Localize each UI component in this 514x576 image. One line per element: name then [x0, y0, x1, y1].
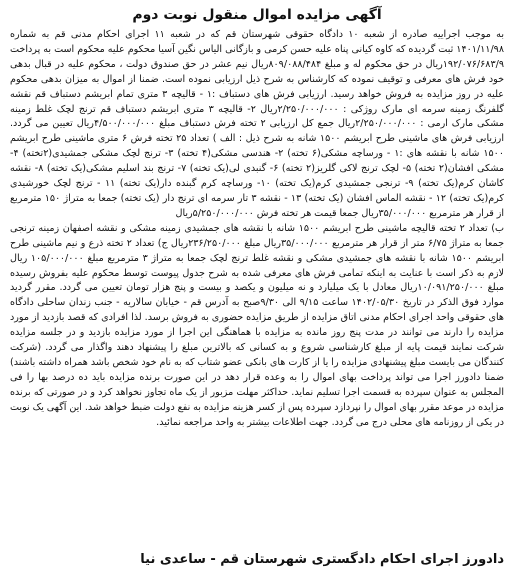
notice-paragraph: ب) تعداد ۲ تخته قالیچه ماشینی طرح ابریشم ۱۵۰۰ شانه با نقشه های جمشیدی زمینه مشکی و نقشه اصفهان زمینه ترنجی جمعا به متراژ ۶/۷۵ متر از قرار هر مترمربع ۳۵/۰۰۰/۰۰۰ریال مبلغ ۲۳۶/۲۵۰/۰۰۰ریال ج) تعداد ۲ تخته ذرع و نیم ماشینی طرح ابریشم ۱۵۰۰ شانه با نقشه های جمشیدی مشکی و نقشه غلط ترنج لچک جمعا به متراژ ۳ مترمربع مبلغ ۱۰۵/۰۰۰/۰۰۰ ریال لازم به ذکر است با عنایت به اینکه تمامی فرش های معرفی شده به شرح جدول پیوست توسط محکوم علیه بفروش رسیده مبلغ ۱۰/۰۹۱/۲۵۰/۰۰۰ریال معادل با یک میلیارد و نه میلیون و یکصد و بیست و پنج هزار تومان تعیین می گردد. مقرر گردید موارد فوق الذکر در تاریخ ۱۴۰۲/۰۵/۳۰ ساعت ۹/۱۵ الی ۹/۳۰صبح به آدرس قم - خیابان سالاریه - جنب زندان ساحلی دادگاه های حقوقی واحد اجرای احکام مدنی اتاق مزایده از طریق مزایده حضوری به فروش برسد. لذا افرادی که قصد بازدید از مورد مزایده را دارند می توانند در مدت پنج روز مانده به مزایده با هماهنگی این اجرا از مورد مزایده بازدید و در جلسه مزایده شرکت نمایند قیمت پایه از مبلغ کارشناسی شروع و به کسانی که بالاترین مبلغ را پیشنهاد دهند واگذار می گردد. (شرکت کنندگان می بایست مبلغ پیشنهادی مزایده را یا از کارت های بانکی عضو شتاب که به نام خود شخص باشد همراه داشته باشند) ضمنا دادورز اجرا می تواند پرداخت بهای اموال را به وعده قرار دهد در این صورت برنده مزایده باید ده درصد بها را فی المجلس به عنوان سپرده به قسمت اجرا تسلیم نماید. حداکثر مهلت مزبور از یک ماه تجاوز نخواهد کرد و در صورتی که برنده مزایده در موعد مقرر بهای اموال را نپردازد سپرده پس از کسر هزینه مزایده به نفع دولت ضبط خواهد شد. این آگهی یک نوبت در یکی از روزنامه های محلی درج می گردد. جهت اطلاعات بیشتر به واحد مراجعه نمائید.: [10, 222, 505, 428]
notice-body: [10, 28, 504, 430]
notice-paragraph: به موجب اجراییه صادره از شعبه ۱۰ دادگاه حقوقی شهرستان قم که در شعبه ۱۱ اجرای احکام مدنی قم به شماره ۱۴۰۱/۱۱/۹۸ ثبت گردیده که کاوه کیانی پناه علیه حسن کرمی و بازگانی الیاس نگین آسیا محکوم علیه محکوم است به پرداخت ۱۹۲/۰۷۶/۶۸۳/۹ریال در حق محکوم له و مبلغ ۸۰۹/۰۸۸/۴۸۴ریال نیم عشر در حق صندوق دولت ، محکوم علیه در قبال بدهی خود فرش های معرفی و توقیف نموده که کارشناس به شرح ذیل ارزیابی نموده است. ضمنا از اموال به میزان بدهی محکوم علیه در روز مزایده به فروش خواهد رسید. ارزیابی فرش های دستباف :۱ - قالیچه ۳ متری تمام ابریشم دستباف قم نقشه گلفرنگ زمینه سرمه ای مارک روژکی : ۲/۲۵۰/۰۰۰/۰۰۰ریال ۲- قالیچه ۳ متری ابریشم دستباف قم ترنج لچک غلط زمینه مشکی مارک ارمی : ۲/۲۵۰/۰۰۰/۰۰۰ریال جمع کل ارزیابی ۲ تخته فرش دستباف مبلغ ۴/۵۰۰/۰۰۰/۰۰۰ریال تعیین می گردد. ارزیابی فرش های ماشینی طرح ابریشم ۱۵۰۰ شانه به شرح ذیل : الف ) تعداد ۲۵ تخته فرش ۶ متری ماشینی طرح ابریشم ۱۵۰۰ شانه با نقشه های :۱ - ورساچه مشکی(۶ تخته) ۲- هندسی مشکی(۴ تخته) ۳- ترنج لچک مشکی جمشیدی(۲تخته) ۴- مشکی افشان(۲ تخته) ۵- لچک ترنج لاکی گلریز(۲ تخته) ۶- گنبدی لی(یک تخته) ۷- ترنج بند اسلیم مشکی(یک تخته) ۸- نقشه کاشان کرم(یک تخته) ۹- ترنجی جمشیدی کرم(یک تخته) ۱۰- ورساچه کرم گبنده دار(یک تخته) ۱۱ - ترنج لچک خورشیدی کرم(یک تخته) ۱۲ - نقشه الماس افشان (یک تخته) ۱۳ - نقشه ۳ تار سرمه ای ترنج دار (یک تخته) جمعا به متراژ ۱۵۰ مترمربع از قرار هر مترمربع ۳۵/۰۰۰/۰۰۰ریال جمعا قیمت هر تخته فرش ۵/۲۵۰/۰۰۰/۰۰۰ریال: [10, 29, 505, 219]
notice-signature: دادورز اجرای احکام دادگستری شهرستان قم - ساعدی نیا: [140, 552, 504, 567]
notice-title: آگهی مزایده اموال منقول نوبت دوم: [132, 7, 382, 23]
